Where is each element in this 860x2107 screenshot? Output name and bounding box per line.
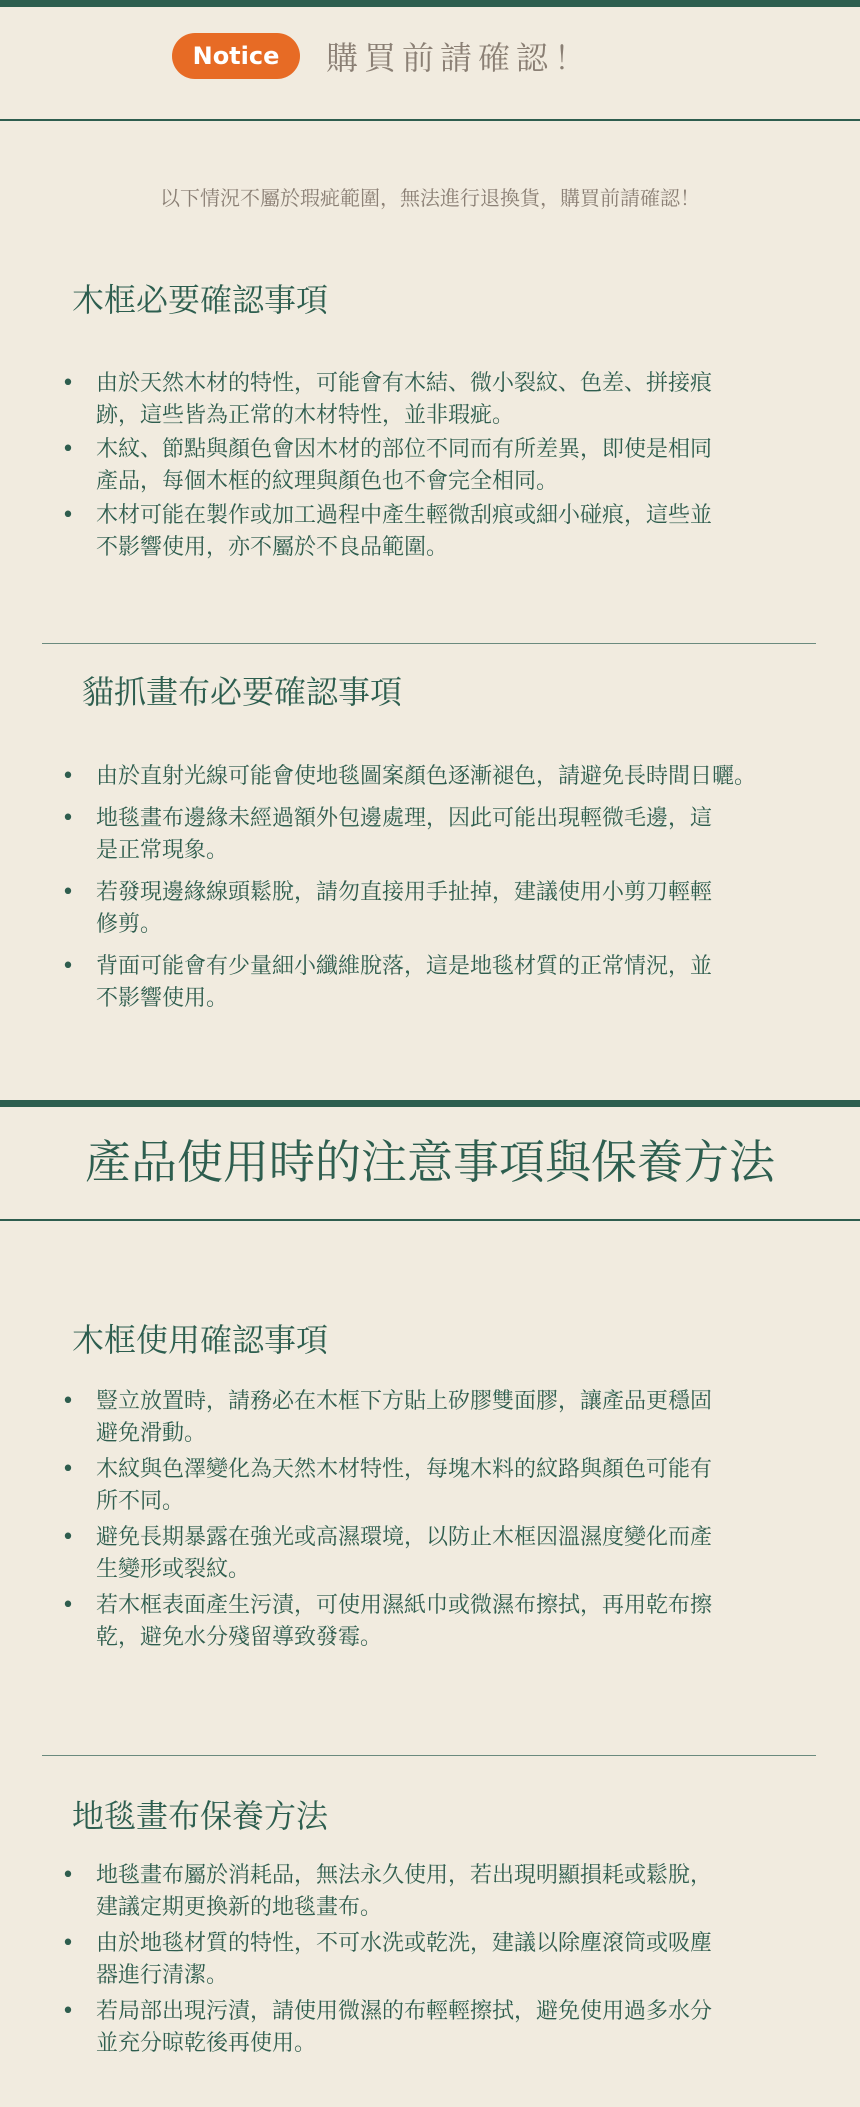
- list-item: [60, 877, 840, 941]
- canvas-care-list: [60, 1860, 840, 2060]
- bullet-icon: •: [61, 1863, 75, 1888]
- list-item: [60, 1928, 840, 1992]
- list-item-text: 若發現邊緣線頭鬆脫，請勿直接用手扯掉，建議使用小剪刀輕輕 修剪。: [96, 880, 713, 937]
- list-item: [60, 951, 840, 1015]
- bullet-icon: •: [61, 437, 75, 462]
- list-item-text: 木材可能在製作或加工過程中產生輕微刮痕或細小碰痕，這些並 不影響使用，亦不屬於不良品範圍。: [96, 503, 713, 560]
- intro-text: 以下情況不屬於瑕疵範圍，無法進行退換貨，購買前請確認！: [160, 186, 700, 210]
- list-item-text: 避免長期暴露在強光或高濕環境，以防止木框因溫濕度變化而產 生變形或裂紋。: [96, 1525, 713, 1582]
- list-item: [60, 1522, 840, 1586]
- care-band-top-bar: [0, 1100, 860, 1107]
- section-divider: [42, 1755, 816, 1756]
- list-item: [60, 761, 840, 793]
- list-item-text: 由於地毯材質的特性，不可水洗或乾洗，建議以除塵滾筒或吸塵 器進行清潔。: [96, 1931, 713, 1988]
- list-item: [60, 1386, 840, 1450]
- list-item-text: 若木框表面產生污漬，可使用濕紙巾或微濕布擦拭，再用乾布擦 乾，避免水分殘留導致發霉。: [96, 1593, 713, 1650]
- bullet-icon: •: [61, 806, 75, 831]
- section-heading-frame-check: 木框必要確認事項: [72, 281, 329, 319]
- list-item-text: 木紋、節點與顏色會因木材的部位不同而有所差異，即使是相同 產品，每個木框的紋理與顏色也不會完全相同。: [96, 437, 713, 494]
- bullet-icon: •: [61, 1389, 75, 1414]
- list-item: [60, 1454, 840, 1518]
- list-item: [60, 368, 840, 432]
- canvas-check-list: [60, 761, 840, 1015]
- list-item: [60, 500, 840, 564]
- frame-usage-list: [60, 1386, 840, 1654]
- top-accent-bar: [0, 0, 860, 7]
- list-item: [60, 1996, 840, 2060]
- care-section-title: 產品使用時的注意事項與保養方法: [85, 1135, 775, 1189]
- list-item: [60, 1860, 840, 1924]
- notice-title: 購買前請確認！: [326, 39, 593, 77]
- bullet-icon: •: [61, 1593, 75, 1618]
- bullet-icon: •: [61, 880, 75, 905]
- list-item-text: 地毯畫布邊緣未經過額外包邊處理，因此可能出現輕微毛邊，這 是正常現象。: [96, 806, 713, 863]
- list-item: [60, 1590, 840, 1654]
- bullet-icon: •: [61, 371, 75, 396]
- bullet-icon: •: [61, 954, 75, 979]
- list-item: [60, 434, 840, 498]
- list-item-text: 木紋與色澤變化為天然木材特性，每塊木料的紋路與顏色可能有 所不同。: [96, 1457, 713, 1514]
- list-item-text: 豎立放置時，請務必在木框下方貼上矽膠雙面膠，讓產品更穩固 避免滑動。: [96, 1389, 713, 1446]
- section-heading-canvas-check: 貓抓畫布必要確認事項: [82, 673, 403, 711]
- list-item-text: 背面可能會有少量細小纖維脫落，這是地毯材質的正常情況，並 不影響使用。: [96, 954, 713, 1011]
- section-heading-frame-usage: 木框使用確認事項: [72, 1321, 329, 1359]
- bullet-icon: •: [61, 1999, 75, 2024]
- bullet-icon: •: [61, 764, 75, 789]
- bullet-icon: •: [61, 503, 75, 528]
- bullet-icon: •: [61, 1525, 75, 1550]
- list-item: [60, 803, 840, 867]
- section-heading-canvas-care: 地毯畫布保養方法: [72, 1797, 329, 1835]
- notice-badge: Notice: [172, 33, 300, 79]
- list-item-text: 若局部出現污漬，請使用微濕的布輕輕擦拭，避免使用過多水分 並充分晾乾後再使用。: [96, 1999, 713, 2056]
- bullet-icon: •: [61, 1931, 75, 1956]
- list-item-text: 由於直射光線可能會使地毯圖案顏色逐漸褪色，請避免長時間日曬。: [96, 764, 757, 789]
- section-divider: [42, 643, 816, 644]
- list-item-text: 由於天然木材的特性，可能會有木結、微小裂紋、色差、拼接痕 跡，這些皆為正常的木材特性，並非瑕疵。: [96, 371, 713, 428]
- frame-check-list: [60, 368, 840, 564]
- care-title-divider: [0, 1219, 860, 1221]
- list-item-text: 地毯畫布屬於消耗品，無法永久使用，若出現明顯損耗或鬆脫， 建議定期更換新的地毯畫布。: [96, 1863, 713, 1920]
- header-divider: [0, 119, 860, 121]
- bullet-icon: •: [61, 1457, 75, 1482]
